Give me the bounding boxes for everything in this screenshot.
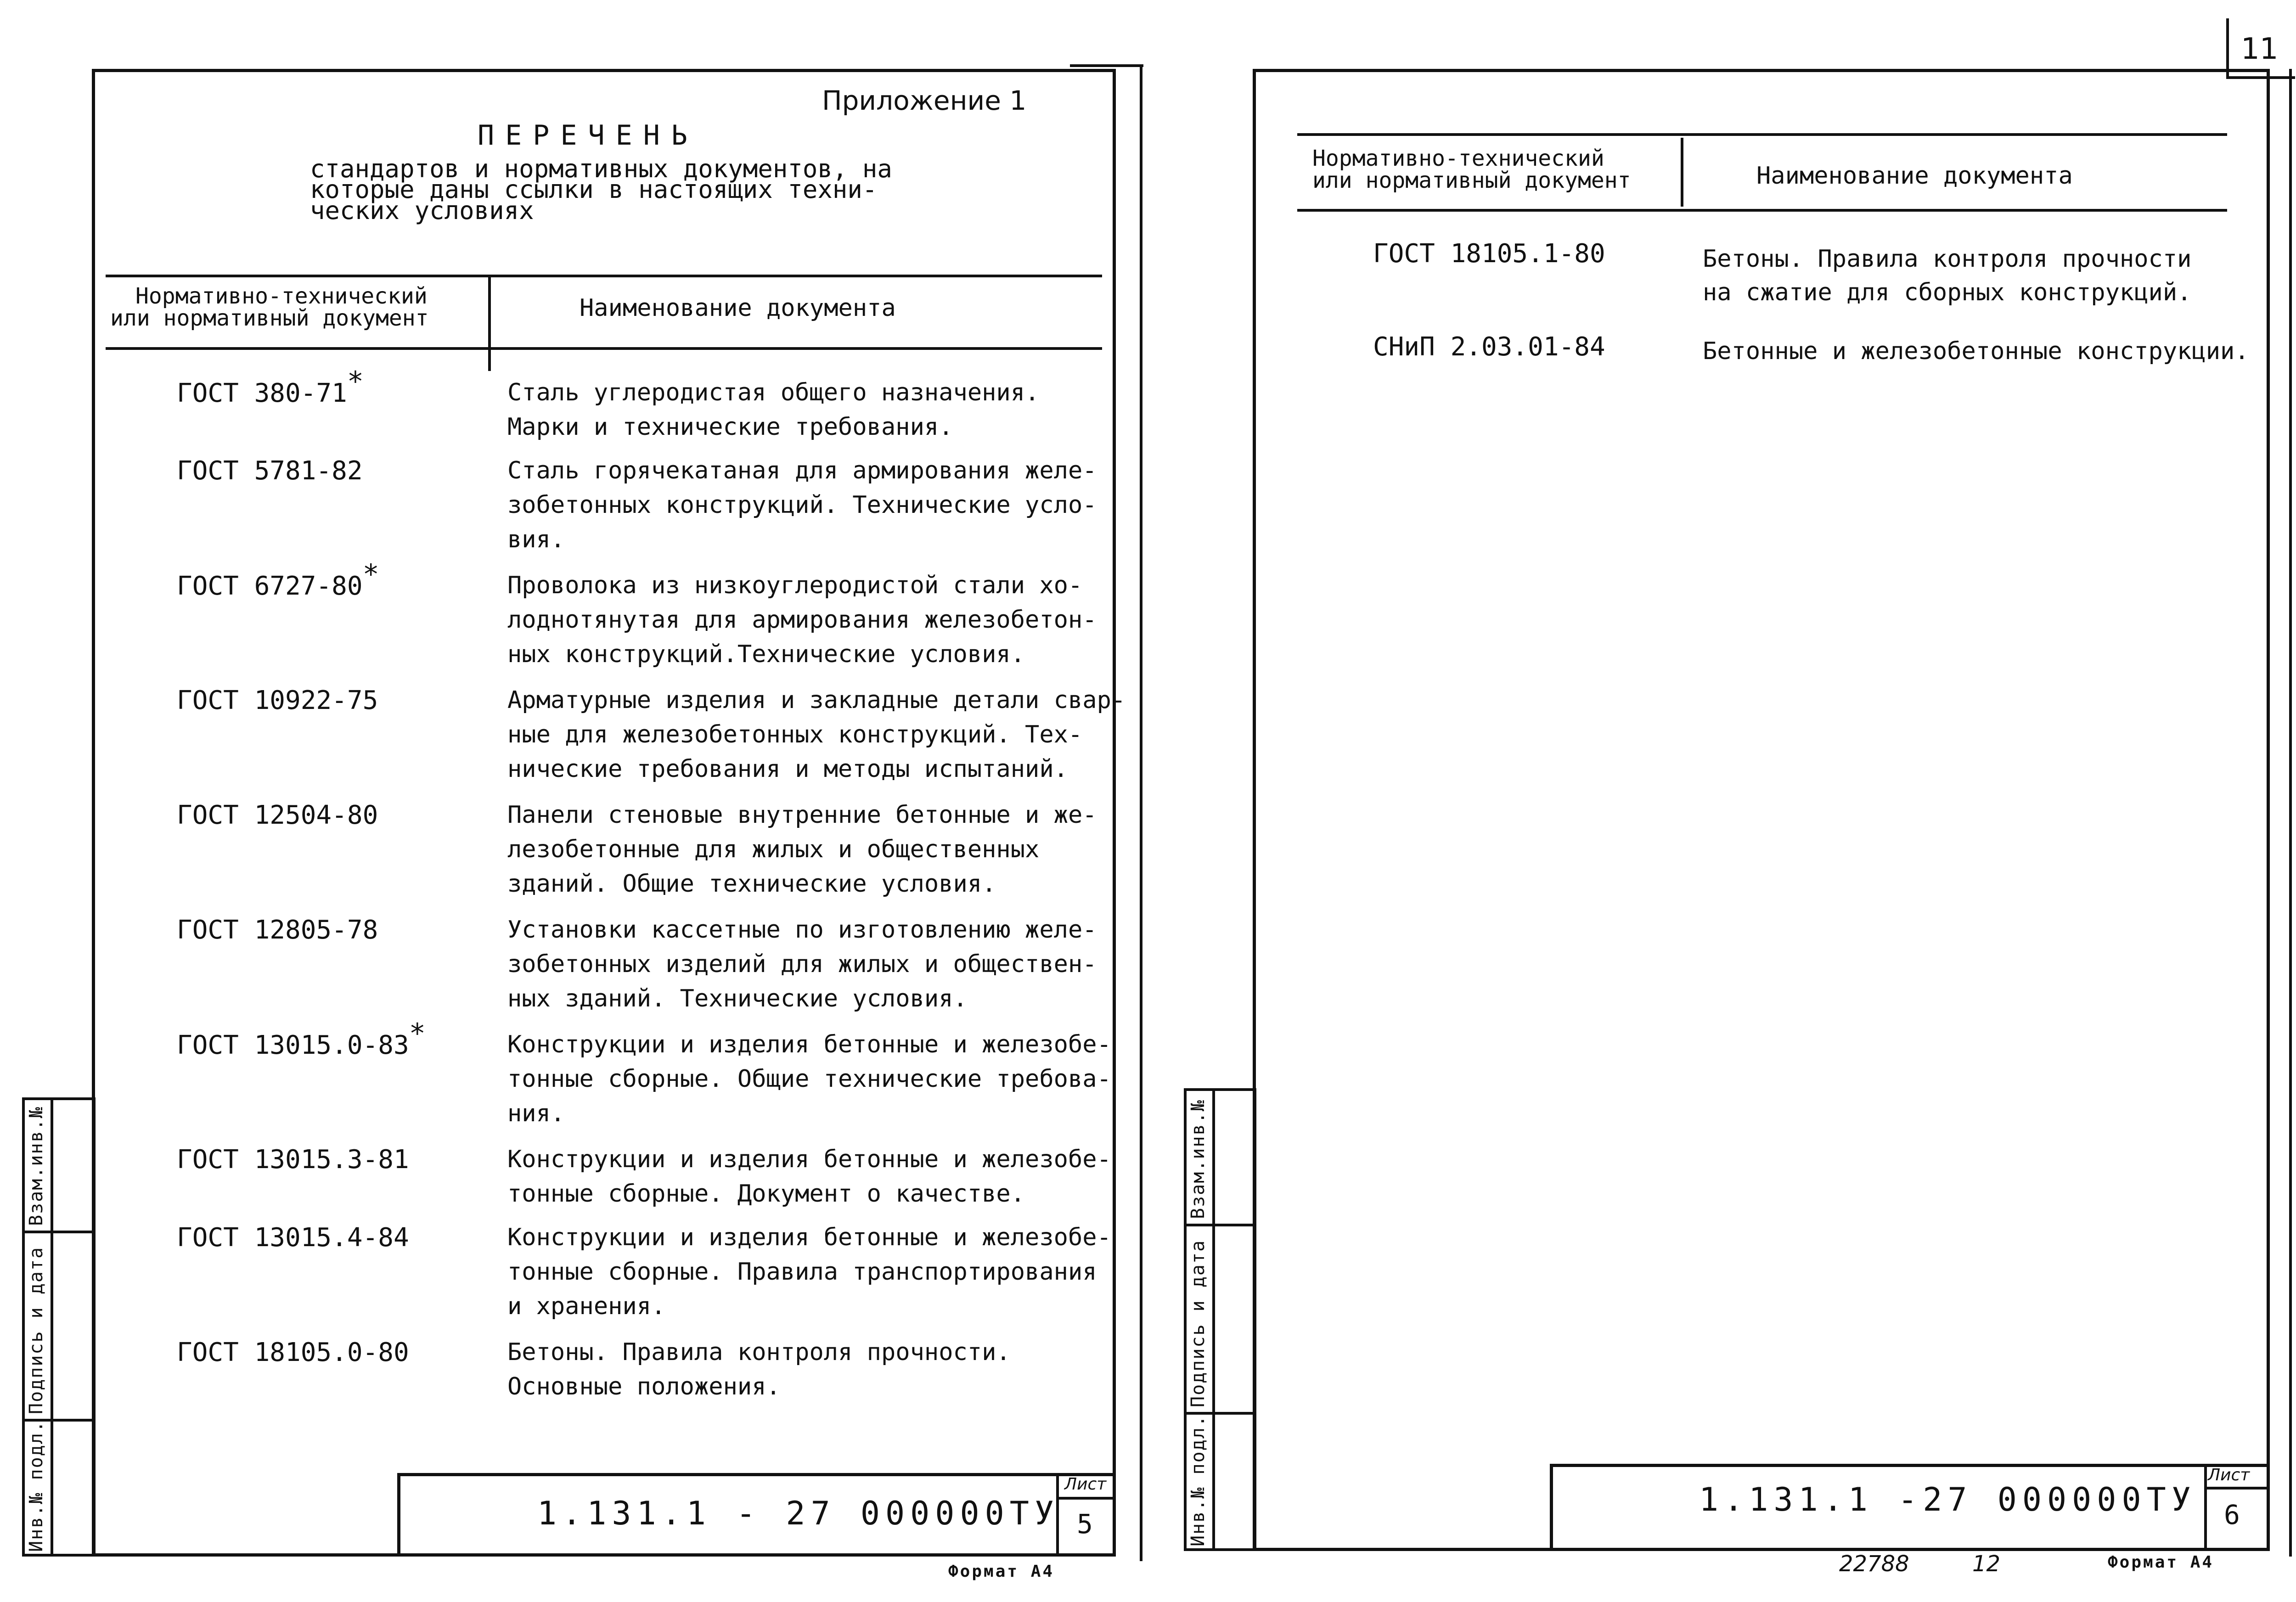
row-desc-line: лезобетонные для жилых и общественных xyxy=(507,836,1040,863)
row-desc-line: Арматурные изделия и закладные детали свар- xyxy=(507,686,1126,714)
stamp-label: Взам.инв.№ xyxy=(1187,1099,1209,1219)
sheet-number: 5 xyxy=(1077,1508,1093,1540)
row-desc-line: ных зданий. Технические условия. xyxy=(507,985,968,1012)
table-header-divider xyxy=(488,275,491,371)
format-label: Формат А4 xyxy=(948,1562,1055,1581)
stamp-label: Инв.№ подл. xyxy=(26,1420,47,1552)
row-desc-line: вия. xyxy=(507,526,565,553)
row-code: ГОСТ 18105.1-80 xyxy=(1373,239,1605,269)
subtitle-line: стандартов и нормативных документов, на xyxy=(310,154,892,183)
col2-header: Наименование документа xyxy=(1756,162,2073,190)
stamp-label: Инв.№ подл. xyxy=(1187,1415,1209,1546)
row-desc-line: ния. xyxy=(507,1100,565,1127)
row-desc-line: Сталь углеродистая общего назначения. xyxy=(507,379,1040,406)
row-desc-line: тонные сборные. Документ о качестве. xyxy=(507,1180,1025,1208)
row-desc-line: зданий. Общие технические условия. xyxy=(507,870,996,898)
row-desc-line: на сжатие для сборных конструкций. xyxy=(1703,279,2192,306)
subtitle-line: ческих условиях xyxy=(310,196,534,225)
row-code: СНиП 2.03.01-84 xyxy=(1373,332,1605,362)
stamp-label: Подпись и дата xyxy=(26,1246,47,1414)
right-binding-edge xyxy=(2289,69,2292,1557)
sheet-label: Лист xyxy=(1064,1475,1107,1494)
title-block-divider xyxy=(2204,1464,2207,1551)
row-desc-line: Конструкции и изделия бетонные и железобе- xyxy=(507,1146,1111,1173)
row-desc-line: Установки кассетные по изготовлению желе- xyxy=(507,916,1097,944)
stamp-rule xyxy=(1184,1224,1256,1226)
row-desc-line: тонные сборные. Общие технические требова- xyxy=(507,1065,1111,1093)
row-code: ГОСТ 12805-78 xyxy=(177,915,378,945)
document-number: 1.131.1 -27 000000ТУ xyxy=(1699,1481,2196,1518)
row-code: ГОСТ 18105.0-80 xyxy=(177,1338,409,1367)
corner-page-number: 11 xyxy=(2241,32,2279,66)
stamp-divider xyxy=(51,1097,53,1557)
row-desc-line: зобетонных конструкций. Технические усло- xyxy=(507,491,1097,519)
order-suffix: 12 xyxy=(1972,1551,2001,1577)
row-desc-line: зобетонных изделий для жилых и обществен- xyxy=(507,950,1097,978)
row-desc-line: Марки и технические требования. xyxy=(507,413,953,441)
col1-header-line: Нормативно-технический xyxy=(135,283,428,309)
row-desc-line: нические требования и методы испытаний. xyxy=(507,755,1068,783)
row-desc-line: ных конструкций.Технические условия. xyxy=(507,641,1025,668)
row-desc-line: Бетоны. Правила контроля прочности. xyxy=(507,1338,1011,1366)
col1-header-line: или нормативный документ xyxy=(1312,168,1631,193)
table-header-top-rule xyxy=(1297,133,2227,136)
row-code: ГОСТ 13015.4-84 xyxy=(177,1223,409,1253)
table-header-bottom-rule xyxy=(106,347,1102,350)
stamp-divider xyxy=(1212,1088,1215,1551)
row-desc-line: Бетоны. Правила контроля прочности xyxy=(1703,245,2192,273)
page-title: ПЕРЕЧЕНЬ xyxy=(478,119,698,152)
stamp-rule xyxy=(22,1231,96,1233)
table-header-top-rule xyxy=(106,275,1102,277)
row-desc-line: тонные сборные. Правила транспортирования xyxy=(507,1258,1097,1286)
sheet-number: 6 xyxy=(2224,1499,2240,1530)
row-desc-line: Сталь горячекатаная для армирования желе- xyxy=(507,457,1097,484)
table-header-divider xyxy=(1681,138,1683,207)
row-desc-line: и хранения. xyxy=(507,1293,666,1320)
stamp-label: Подпись и дата xyxy=(1187,1239,1209,1407)
row-code: ГОСТ 13015.3-81 xyxy=(177,1145,409,1175)
row-desc-line: Бетонные и железобетонные конструкции. xyxy=(1703,337,2249,365)
col1-header-line: Нормативно-технический xyxy=(1312,146,1604,171)
row-desc-line: ные для железобетонных конструкций. Тех- xyxy=(507,721,1083,748)
col2-header: Наименование документа xyxy=(580,294,896,322)
row-desc-line: лоднотянутая для армирования железобетон- xyxy=(507,606,1097,634)
col1-header-line: или нормативный документ xyxy=(110,305,429,331)
stamp-rule xyxy=(1184,1412,1256,1415)
row-desc-line: Конструкции и изделия бетонные и железобе- xyxy=(507,1031,1111,1058)
row-desc-line: Панели стеновые внутренние бетонные и же- xyxy=(507,801,1097,829)
order-number: 22788 xyxy=(1839,1551,1909,1577)
stamp-label: Взам.инв.№ xyxy=(26,1106,47,1226)
corner-box-left xyxy=(2226,18,2229,78)
row-desc-line: Проволока из низкоуглеродистой стали хо- xyxy=(507,572,1083,599)
row-code: ГОСТ 380-71* xyxy=(177,365,364,408)
sheet-label: Лист xyxy=(2208,1466,2250,1484)
row-desc-line: Конструкции и изделия бетонные и железобе- xyxy=(507,1224,1111,1251)
subtitle-line: которые даны ссылки в настоящих техни- xyxy=(310,175,878,204)
row-code: ГОСТ 12504-80 xyxy=(177,800,378,830)
left-right-edge xyxy=(1140,64,1142,1561)
row-code: ГОСТ 5781-82 xyxy=(177,456,363,486)
corner-box-bottom xyxy=(2226,76,2295,79)
document-number: 1.131.1 - 27 000000ТУ xyxy=(537,1495,1060,1532)
row-code: ГОСТ 13015.0-83* xyxy=(177,1017,426,1060)
title-block-rule xyxy=(2204,1487,2270,1490)
appendix-label: Приложение 1 xyxy=(822,85,1027,116)
row-code: ГОСТ 10922-75 xyxy=(177,686,378,715)
format-label: Формат А4 xyxy=(2108,1553,2214,1572)
row-code: ГОСТ 6727-80* xyxy=(177,558,379,601)
row-desc-line: Основные положения. xyxy=(507,1373,781,1400)
table-header-bottom-rule xyxy=(1297,209,2227,212)
left-top-edge xyxy=(1070,64,1143,67)
title-block-rule xyxy=(1056,1497,1116,1500)
